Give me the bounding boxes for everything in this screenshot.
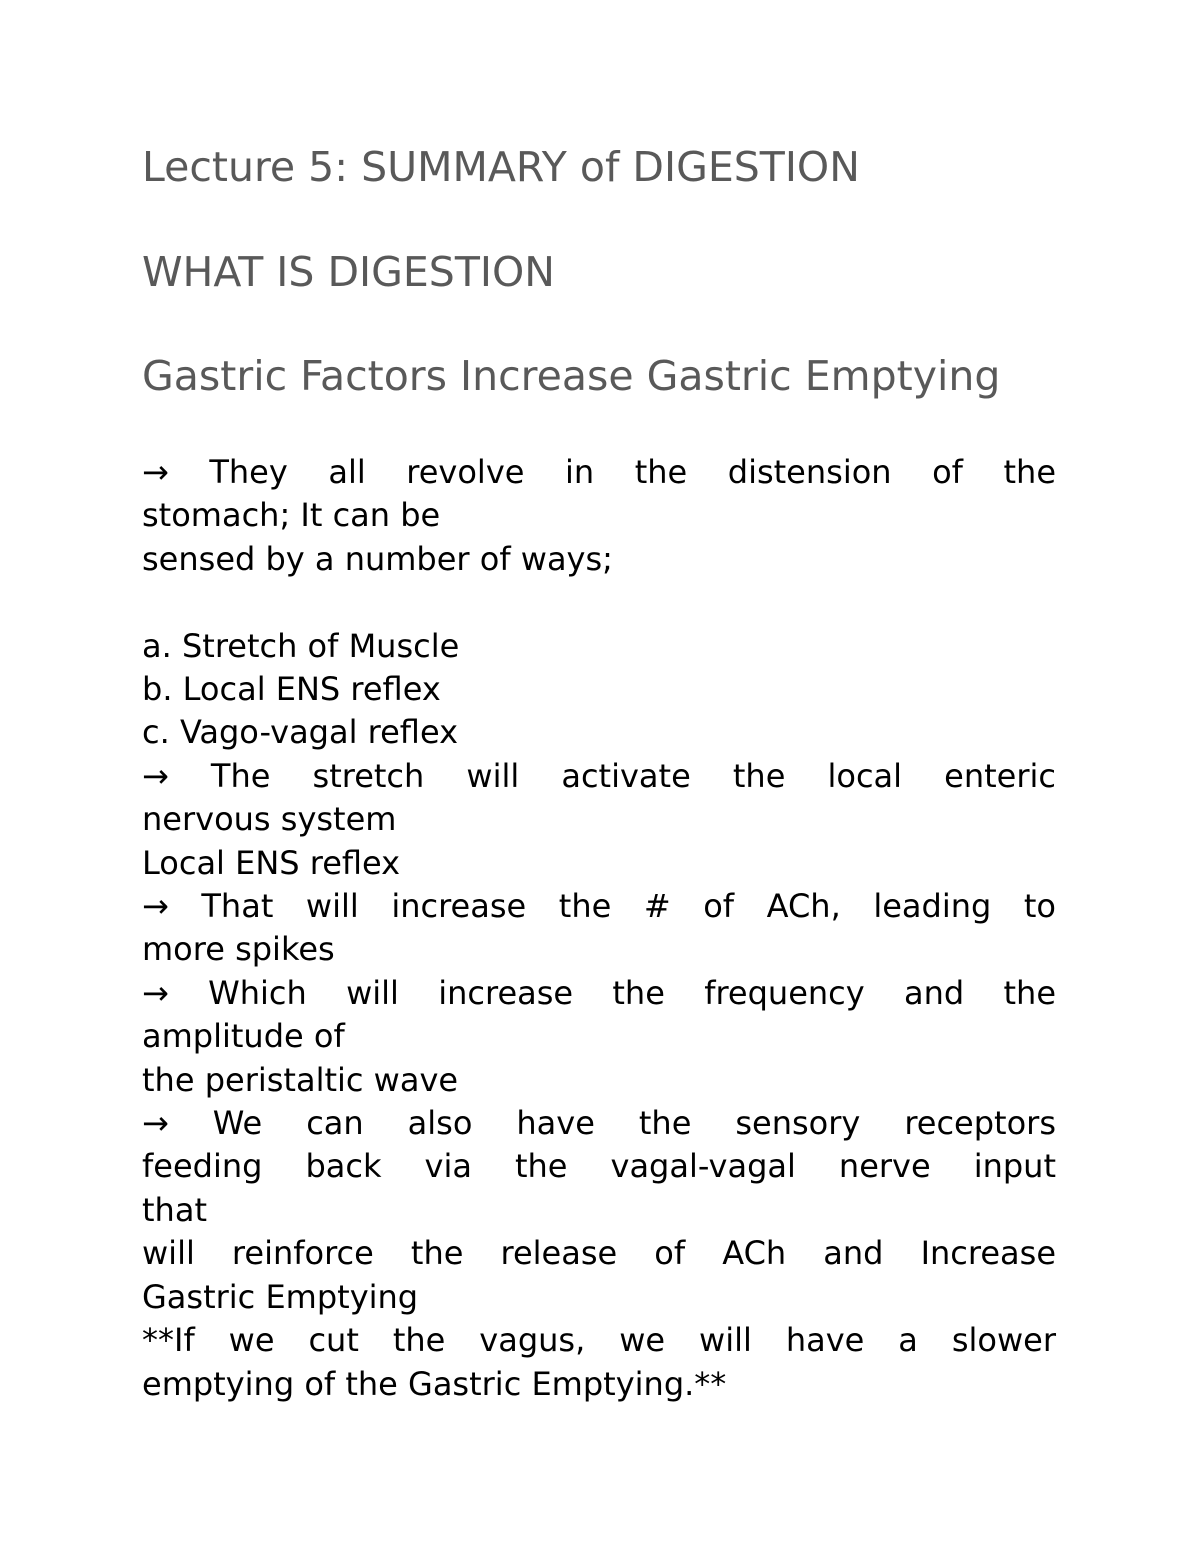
text-line: → The stretch will activate the local enteric xyxy=(142,756,1056,795)
text-line: will reinforce the release of ACh and Increase xyxy=(142,1234,1056,1273)
text-line: stomach; It can be xyxy=(142,496,441,535)
text-line: feeding back via the vagal-vagal nerve input xyxy=(142,1147,1056,1186)
list-item-c: c. Vago-vagal reflex xyxy=(142,713,459,752)
text-line: that xyxy=(142,1190,207,1229)
body-text xyxy=(142,451,1056,1406)
text-line: sensed by a number of ways; xyxy=(142,539,613,578)
list-item-b: b. Local ENS reflex xyxy=(142,670,441,709)
text-line: → Which will increase the frequency and the xyxy=(142,973,1056,1012)
text-line: **If we cut the vagus, we will have a slower xyxy=(142,1321,1056,1360)
blank-line xyxy=(142,581,1056,624)
page-title: Lecture 5: SUMMARY of DIGESTION xyxy=(142,143,860,191)
text-line: Gastric Emptying xyxy=(142,1277,419,1316)
subheading: Gastric Factors Increase Gastric Emptying xyxy=(142,352,1001,400)
text-line: emptying of the Gastric Emptying.** xyxy=(142,1364,727,1403)
list-item-a: a. Stretch of Muscle xyxy=(142,626,460,665)
text-line: Local ENS reflex xyxy=(142,843,401,882)
text-line: amplitude of xyxy=(142,1017,345,1056)
text-line: → They all revolve in the distension of the xyxy=(142,453,1056,491)
text-line: → That will increase the # of ACh, leading to xyxy=(142,887,1056,926)
section-heading: WHAT IS DIGESTION xyxy=(142,248,555,296)
text-line: the peristaltic wave xyxy=(142,1060,459,1099)
text-line: nervous system xyxy=(142,800,397,839)
text-line: → We can also have the sensory receptors xyxy=(142,1104,1056,1143)
text-line: more spikes xyxy=(142,930,335,969)
